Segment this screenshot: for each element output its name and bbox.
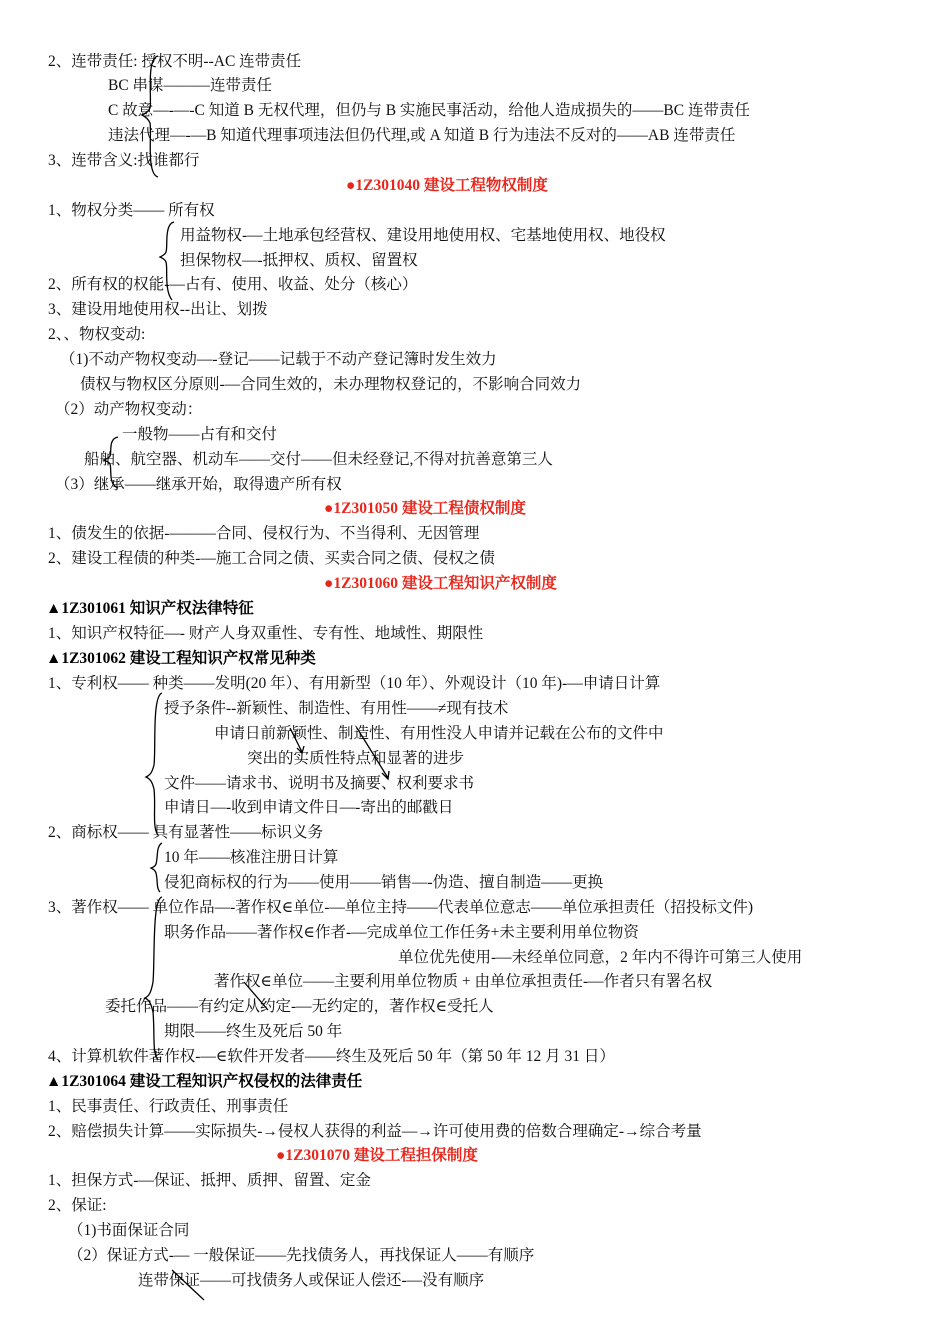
text-line: （3）继承——继承开始，取得遗产所有权 (55, 476, 342, 493)
text-line: 期限——终生及死后 50 年 (164, 1023, 343, 1040)
text-line: C 故意—-—-C 知道 B 无权代理，但仍与 B 实施民事活动，给他人造成损失的——BC 连带责任 (108, 102, 750, 119)
text-line: 2、连带责任: 授权不明--AC 连带责任 (48, 53, 302, 70)
text-line: 1、民事责任、行政责任、刑事责任 (48, 1098, 289, 1115)
text-line: 3、连带含义:找谁都行 (48, 152, 200, 169)
text-line: 一般物——占有和交付 (122, 426, 278, 443)
text-line: 单位优先使用-—未经单位同意，2 年内不得许可第三人使用 (398, 949, 803, 966)
section-heading: ●1Z301040 建设工程物权制度 (346, 177, 548, 194)
text-line: 授予条件--新颖性、制造性、有用性——≠现有技术 (164, 700, 509, 717)
text-line: 2、商标权—— 具有显著性——标识义务 (48, 824, 324, 841)
text-line: 职务作品——著作权∈作者-—完成单位工作任务+未主要利用单位物资 (164, 924, 639, 941)
text-line: 1、知识产权特征—- 财产人身双重性、专有性、地域性、期限性 (48, 625, 484, 642)
text-line: 1、专利权—— 种类——发明(20 年）、有用新型（10 年）、外观设计（10 年)-—申请日计算 (48, 675, 661, 692)
text-line: 违法代理—-—B 知道代理事项违法但仍代理,或 A 知道 B 行为违法不反对的——AB 连带责任 (108, 127, 736, 144)
text-line: （2）保证方式-— 一般保证——先找债务人，再找保证人——有顺序 (68, 1247, 535, 1264)
text-line: 2、、物权变动: (48, 326, 146, 343)
text-line: 1、债发生的依据-———合同、侵权行为、不当得利、无因管理 (48, 525, 480, 542)
text-line: 2、保证: (48, 1197, 107, 1214)
section-heading: ●1Z301050 建设工程债权制度 (324, 500, 526, 517)
brace-mark (146, 693, 162, 835)
subsection-heading: ▲1Z301061 知识产权法律特征 (46, 600, 254, 617)
text-line: 申请日—-收到申请文件日—-寄出的邮戳日 (164, 799, 454, 816)
text-line: 债权与物权区分原则-—合同生效的，未办理物权登记的，不影响合同效力 (80, 376, 582, 393)
section-heading: ●1Z301060 建设工程知识产权制度 (324, 575, 557, 592)
text-line: 申请日前新颖性、制造性、有用性没人申请并记载在公布的文件中 (214, 725, 664, 742)
text-line: 文件——请求书、说明书及摘要、权利要求书 (164, 775, 475, 792)
text-line: 侵犯商标权的行为——使用——销售—-伪造、擅自制造——更换 (164, 874, 604, 891)
text-line: （1)书面保证合同 (68, 1222, 190, 1239)
text-line: 1、担保方式-—保证、抵押、质押、留置、定金 (48, 1172, 371, 1189)
text-line: 著作权∈单位——主要利用单位物质 + 由单位承担责任-—作者只有署名权 (214, 973, 713, 990)
text-line: 担保物权—-抵押权、质权、留置权 (180, 252, 418, 269)
text-line: 委托作品——有约定从约定-—无约定的，著作权∈受托人 (105, 998, 494, 1015)
text-line: 3、著作权—— 单位作品—-著作权∈单位-—单位主持——代表单位意志——单位承担责任（招投标文件) (48, 899, 754, 916)
text-line: 2、赔偿损失计算——实际损失-→侵权人获得的利益—→许可使用费的倍数合理确定-→综合考量 (48, 1123, 702, 1140)
section-heading: ●1Z301070 建设工程担保制度 (276, 1147, 478, 1164)
text-line: 2、建设工程债的种类-—施工合同之债、买卖合同之债、侵权之债 (48, 550, 495, 567)
text-line: 突出的实质性特点和显著的进步 (247, 750, 465, 767)
subsection-heading: ▲1Z301064 建设工程知识产权侵权的法律责任 (46, 1073, 363, 1090)
text-line: 4、计算机软件著作权-—∈软件开发者——终生及死后 50 年（第 50 年 12 月 31 日） (48, 1048, 615, 1065)
text-line: 船舶、航空器、机动车——交付——但未经登记,不得对抗善意第三人 (84, 451, 553, 468)
text-line: 3、建设用地使用权--出让、划拨 (48, 301, 268, 318)
text-line: （1)不动产物权变动—-登记——记载于不动产登记簿时发生效力 (60, 351, 497, 368)
text-line: 1、物权分类—— 所有权 (48, 202, 215, 219)
brace-mark (145, 897, 162, 1060)
text-line: 连带保证——可找债务人或保证人偿还-—没有顺序 (138, 1272, 485, 1289)
text-line: 用益物权-—土地承包经营权、建设用地使用权、宅基地使用权、地役权 (180, 227, 666, 244)
text-line: BC 串谋———连带责任 (108, 77, 273, 94)
text-line: 10 年——核准注册日计算 (164, 849, 339, 866)
text-line: 2、所有权的权能-—占有、使用、收益、处分（核心） (48, 276, 418, 293)
subsection-heading: ▲1Z301062 建设工程知识产权常见种类 (46, 650, 316, 667)
brace-mark (151, 843, 162, 892)
text-line: （2）动产物权变动： (55, 401, 203, 418)
